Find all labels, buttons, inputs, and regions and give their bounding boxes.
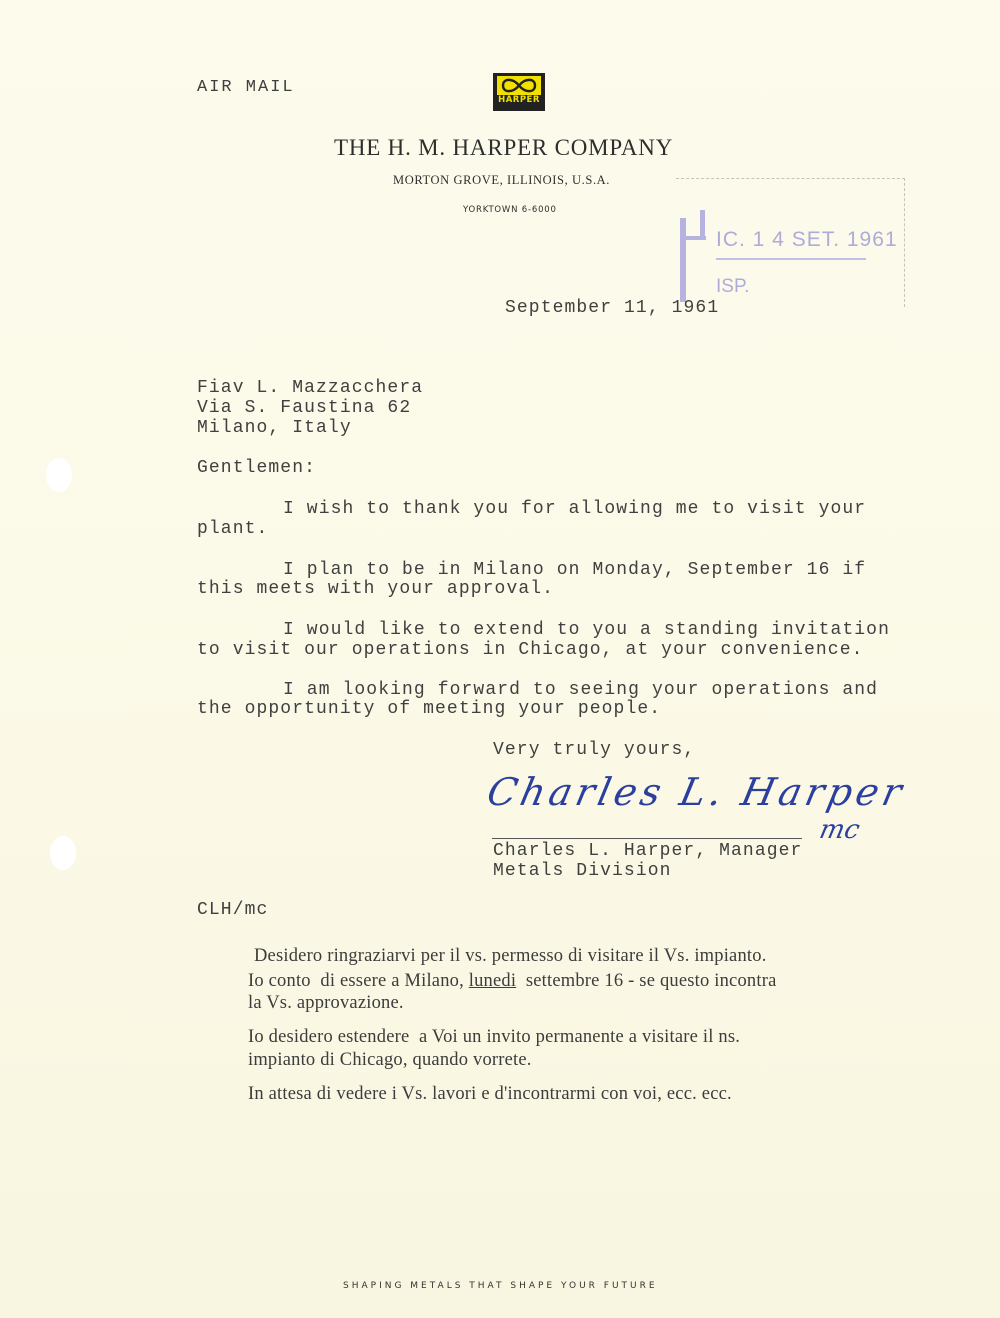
translation-line: la Vs. approvazione.: [248, 993, 404, 1013]
body-line: to visit our operations in Chicago, at your convenience.: [197, 640, 864, 660]
translation-text: Io conto di essere a Milano,: [248, 971, 469, 991]
logo-text: HARPER: [498, 95, 540, 105]
harper-logo: [493, 73, 545, 111]
closing: Very truly yours,: [493, 740, 696, 760]
translation-text: settembre 16 - se questo incontra: [516, 971, 777, 991]
punch-hole: [46, 458, 72, 492]
translation-line: Desidero ringraziarvi per il vs. permesso di visitare il Vs. impianto.: [254, 946, 767, 966]
translation-line: [248, 971, 776, 992]
reference-initials: CLH/mc: [197, 900, 269, 920]
punch-hole: [50, 836, 76, 870]
body-line: plant.: [197, 519, 269, 539]
translation-line: In attesa di vedere i Vs. lavori e d'incontrarmi con voi, ecc. ecc.: [248, 1084, 732, 1104]
recipient-line: Milano, Italy: [197, 418, 352, 438]
stamp-ref: ISP.: [716, 276, 750, 297]
body-line: I am looking forward to seeing your operations and: [283, 680, 879, 700]
signer-division: Metals Division: [493, 861, 672, 881]
body-line: I plan to be in Milano on Monday, September 16 if: [283, 560, 867, 580]
translation-line: Io desidero estendere a Voi un invito permanente a visitare il ns.: [248, 1027, 741, 1047]
salutation: Gentlemen:: [197, 458, 317, 478]
body-line: I wish to thank you for allowing me to visit your: [283, 499, 867, 519]
stamp-date: IC. 1 4 SET. 1961: [716, 228, 898, 251]
recipient-line: Via S. Faustina 62: [197, 398, 412, 418]
received-stamp: [676, 178, 906, 308]
body-line: the opportunity of meeting your people.: [197, 699, 662, 719]
recipient-line: Fiav L. Mazzacchera: [197, 378, 424, 398]
translation-line: impianto di Chicago, quando vorrete.: [248, 1050, 532, 1070]
letter-date: September 11, 1961: [505, 298, 720, 318]
body-line: this meets with your approval.: [197, 579, 555, 599]
signer-name-title: Charles L. Harper, Manager: [493, 841, 803, 861]
company-phone: YORKTOWN 6-6000: [463, 205, 557, 215]
body-line: I would like to extend to you a standing invitation: [283, 620, 890, 640]
underlined-word: lunedi: [468, 971, 517, 991]
air-mail-label: AIR MAIL: [197, 78, 295, 97]
company-location: MORTON GROVE, ILLINOIS, U.S.A.: [393, 173, 611, 187]
signature-line: [492, 838, 802, 839]
signature: Charles L. Harper: [483, 770, 910, 814]
signature-initials: mc: [816, 815, 863, 845]
company-name: THE H. M. HARPER COMPANY: [334, 135, 674, 160]
footer-slogan: SHAPING METALS THAT SHAPE YOUR FUTURE: [343, 1281, 658, 1291]
